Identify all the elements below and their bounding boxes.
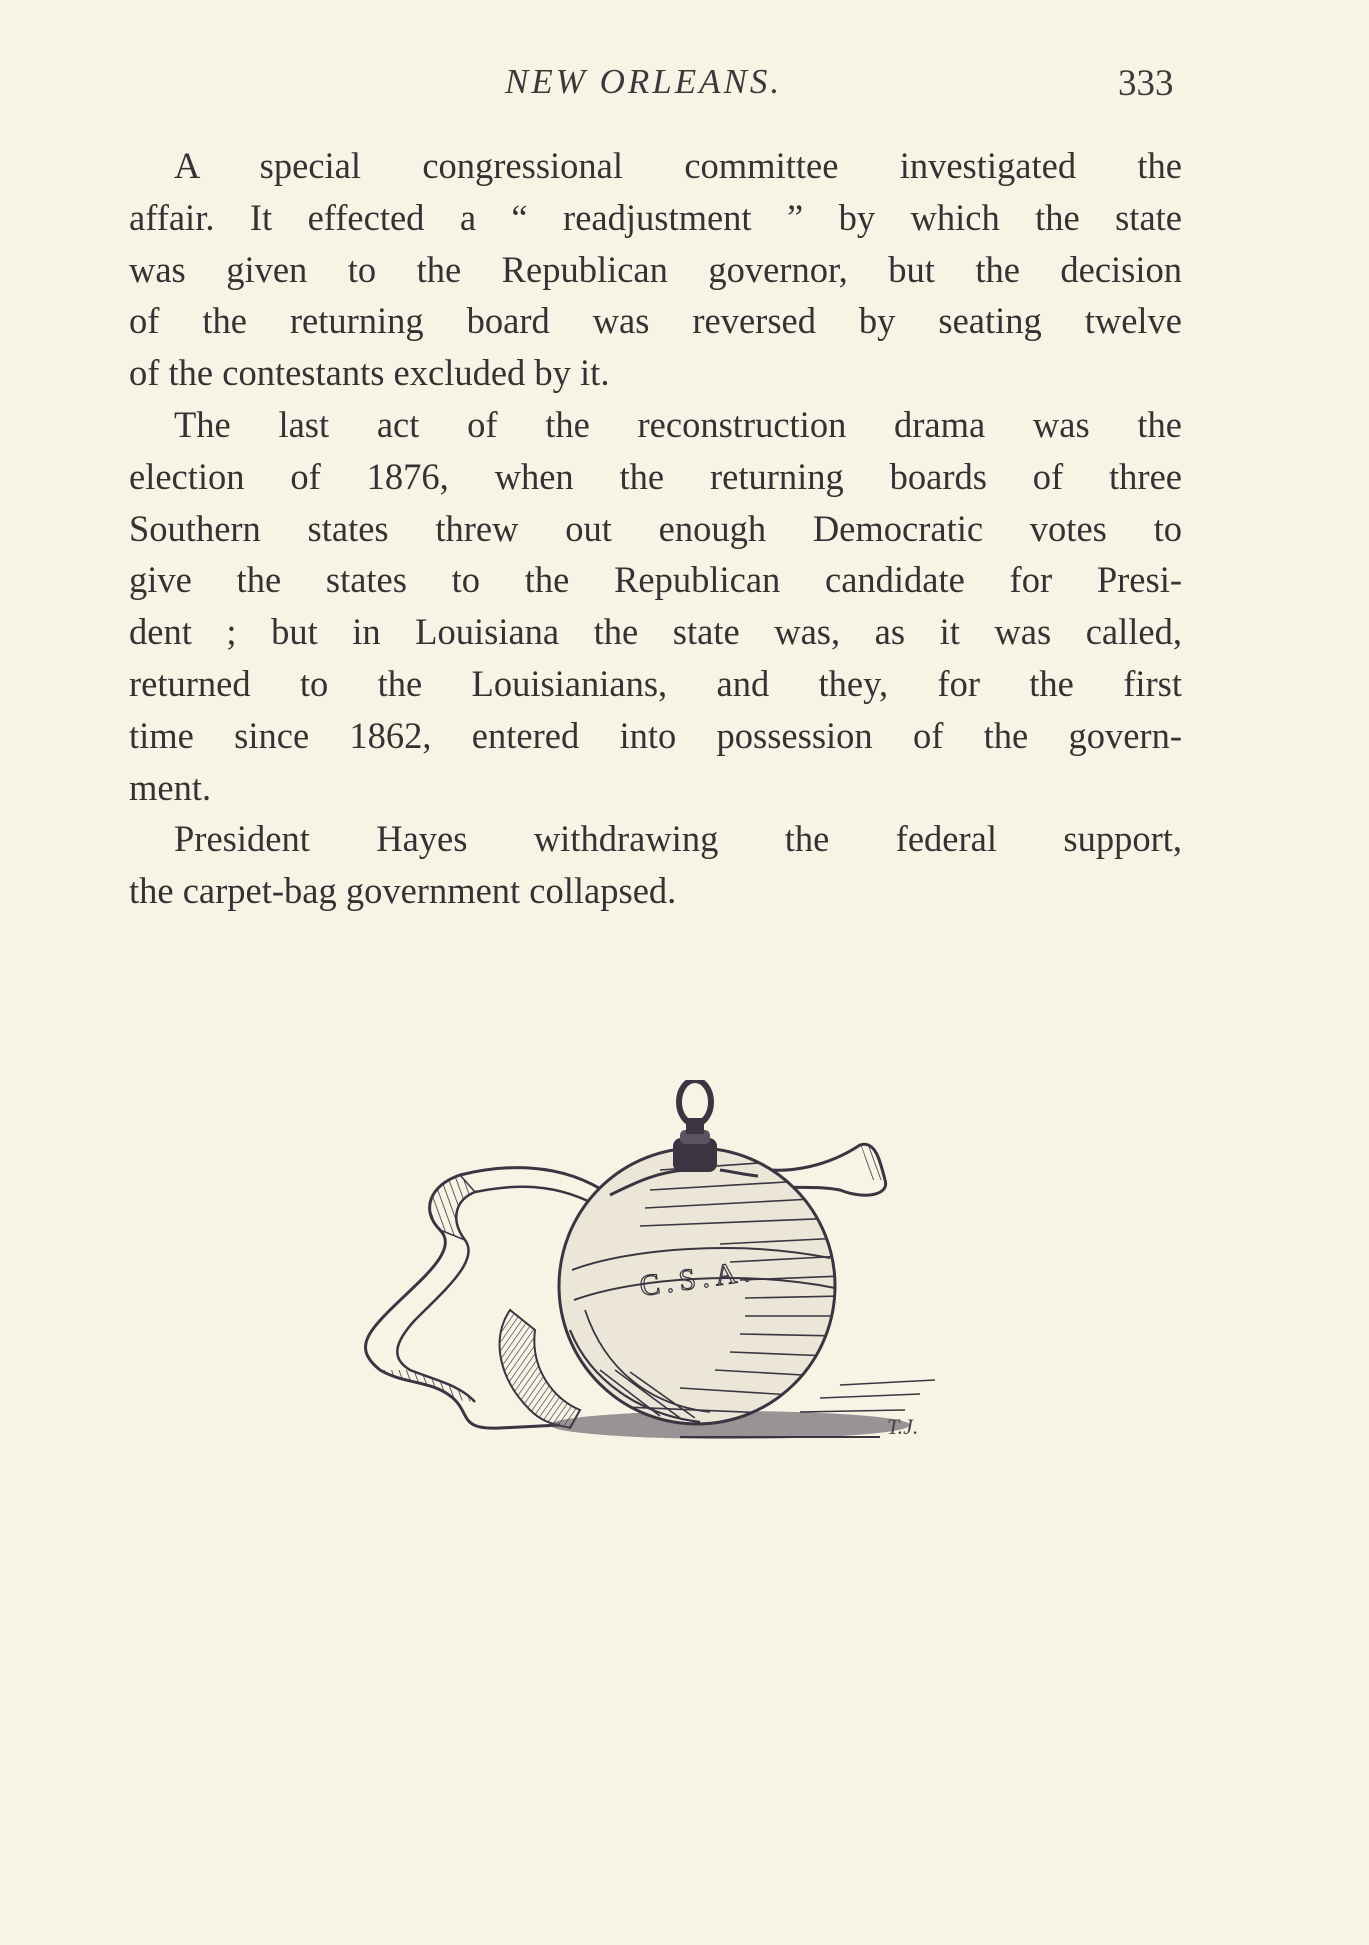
text-line: of the contestants excluded by it.	[129, 352, 610, 394]
cannonball-ribbon-illustration	[360, 1080, 960, 1460]
text-line: time since 1862, entered into possession of the govern-	[129, 714, 1182, 756]
text-line: election of 1876, when the returning boards of three	[129, 455, 1182, 497]
artist-monogram: T.J.	[887, 1414, 919, 1439]
paragraph	[129, 813, 1182, 917]
text-line: give the states to the Republican candidate for Presi-	[129, 559, 1182, 601]
text-line: Southern states threw out enough Democratic votes to	[129, 507, 1182, 549]
text-line: the carpet-bag government collapsed.	[129, 870, 677, 912]
text-line: dent ; but in Louisiana the state was, as it was called,	[129, 611, 1182, 653]
text-line: President Hayes withdrawing the federal support,	[174, 818, 1182, 860]
page-number: 333	[1118, 63, 1174, 104]
running-title: NEW ORLEANS.	[505, 62, 783, 101]
paragraph	[129, 399, 1182, 813]
ball-inscription: C.S.A.	[637, 1254, 758, 1303]
text-line: of the returning board was reversed by seating twelve	[129, 300, 1182, 342]
text-line: affair. It effected a “ readjustment ” by which the state	[129, 196, 1182, 238]
body-text	[129, 140, 1182, 917]
text-line: returned to the Louisianians, and they, for the first	[129, 662, 1182, 704]
running-head	[0, 62, 1369, 112]
text-line: The last act of the reconstruction drama was the	[174, 403, 1182, 445]
paragraph	[129, 140, 1182, 399]
text-line: was given to the Republican governor, but the decision	[129, 248, 1182, 290]
text-line: ment.	[129, 766, 212, 808]
text-line: A special congressional committee investigated the	[174, 145, 1182, 186]
